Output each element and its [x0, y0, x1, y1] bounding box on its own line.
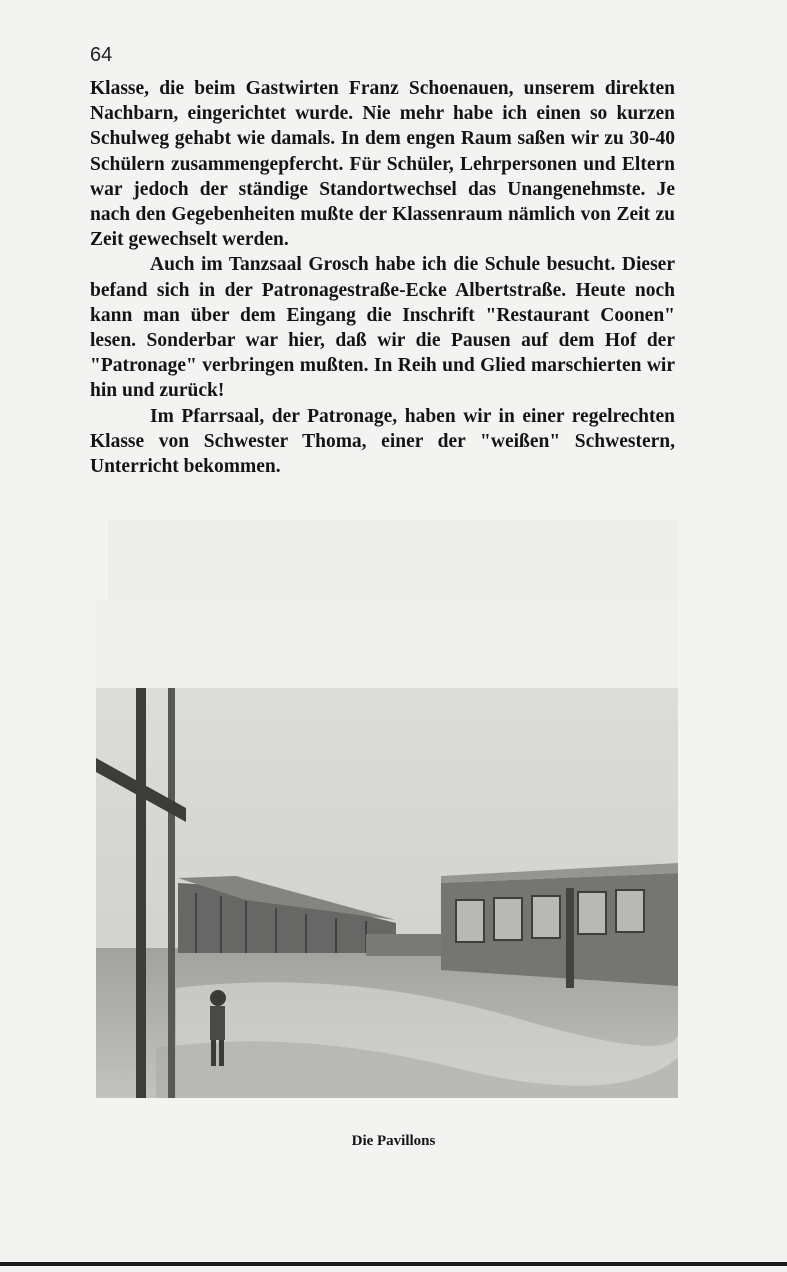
paragraph: Klasse, die beim Gastwirten Franz Schoenauen, unserem direkten Nachbarn, eingerichtet wurde. Nie mehr habe ich einen so kurzen Schulweg gehabt wie damals. In dem engen Raum saßen wir zu 30-40 Schülern zusammengepfercht. Für Schüler, Lehrpersonen und Eltern war jedoch der ständige Standortwechsel das Unangenehmste. Je nach den Gegebenheiten mußte der Klassenraum nämlich von Zeit zu Zeit gewechselt werden.: [90, 78, 675, 251]
pavilions-photo-illustration: [96, 688, 678, 1098]
body-text: [90, 76, 675, 479]
pavilions-photo: [96, 688, 678, 1098]
bleed-through-shadow: [108, 520, 678, 600]
scan-edge: [0, 1262, 787, 1266]
photo-caption: Die Pavillons: [351, 1133, 436, 1149]
bleed-through-shadow: [96, 600, 678, 690]
paragraph: Auch im Tanzsaal Grosch habe ich die Schule besucht. Dieser befand sich in der Patronagestraße-Ecke Albertstraße. Heute noch kann man über dem Eingang die Inschrift "Restaurant Coonen" lesen. Sonderbar war hier, daß wir die Pausen auf dem Hof der "Patronage" verbringen mußten. In Reih und Glied marschierten wir hin und zurück!: [90, 254, 675, 402]
page-number: 64: [90, 44, 113, 66]
paragraph: Im Pfarrsaal, der Patronage, haben wir in einer regelrechten Klasse von Schwester Thoma, einer der "weißen" Schwestern, Unterricht bekommen.: [90, 405, 675, 478]
